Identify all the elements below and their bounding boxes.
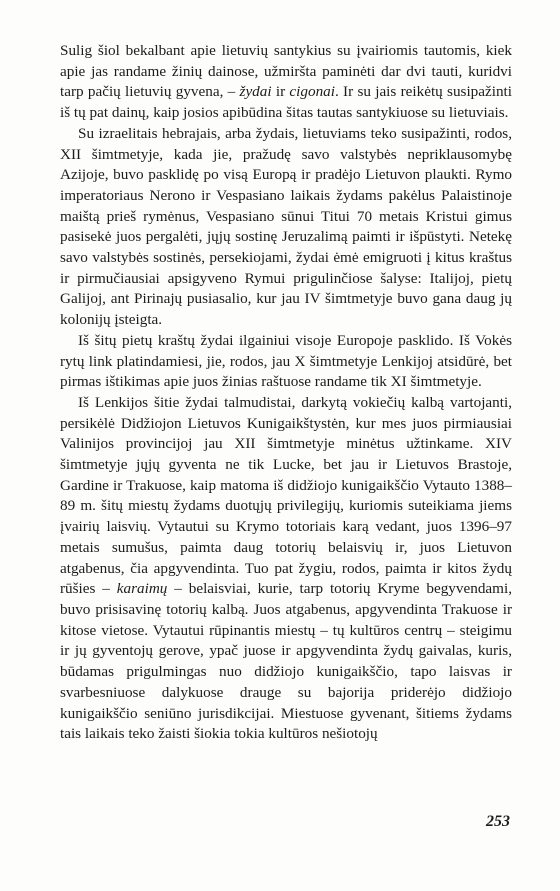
- paragraph-text: Su izraelitais hebrajais, arba žydais, lietuviams teko susipažinti, rodos, XII šimtmetyje, kada jie, pražudę savo valstybės nepriklausomybę Azijoje, buvo pasklidę po visą Europą ir pradėjo Lietuvon plaukti. Rymo imperatoriaus Nerono ir Vespasiano laikais žydams pakėlus Palaistinoje maištą prieš rymėnus, Vespasiano sūnui Titui 70 metais Kristui gimus pasisekė juos pergalėti, jųjų sostinę Jeruzalimą paimti ir išpūstyti. Netekę savo valstybės sostinės, persekiojami, žydai ėmė emigruoti į kitus kraštus ir pirmučiausiai apsigyveno Rymui prigulinčiose šalyse: Italijoj, pietų Galijoj, ant Pirinajų pusiasalio, kur jau IV šimtmetyje buvo gana daug jų kolonijų įsteigta.: [60, 124, 512, 329]
- page-number: 253: [486, 813, 510, 830]
- paragraph-text: Sulig šiol bekalbant apie lietuvių santykius su įvairiomis tautomis, kiek apie jas randame žinių dainose, užmiršta paminėti dar dvi tauti, kuridvi tarp pačių lietuvių gyvena, –: [60, 42, 512, 101]
- body-text: [60, 41, 512, 745]
- paragraph-text: Iš Lenkijos šitie žydai talmudistai, darkytą vokiečių kalbą vartojanti, persikėlė Didžiojon Lietuvos Kunigaikštystėn, kur mes juos pirmiausiai Valinijos provincijoj jau XII šimtmetyje minėtus užtinkame. XIV šimtmetyje jųjų gyventa ne tik Lucke, bet jau ir Lietuvos Brastoje, Gardine ir Trakuose, kaip matoma iš didžiojo kunigaikščio Vytauto 1388–89 m. šitų miestų žydams duotųjų privilegijų, kuriomis suteikiama jiems įvairių laisvių. Vytautui su Krymo totoriais karą vedant, juos 1396–97 metais sumušus, paimta daug totorių belaisvių ir, juos Lietuvon atgabenus, čia apgyvendinta. Tuo pat žygiu, rodos, paimta ir kitos žydų rūšies –: [60, 393, 512, 598]
- paragraph-text: . Ir su jais reikėtų susipažinti iš tų pat dainų, kaip josios apibūdina šitas tautas santykiuose su lietuviais.: [60, 83, 512, 122]
- italic-term: cigonai: [289, 83, 335, 101]
- paragraph-text: – belaisviai, kurie, tarp totorių Kryme begyvendami, buvo prisisavinę totorių kalbą. Juos atgabenus, apgyvendinta Trakuose ir kitose vietose. Vytautui rūpinantis miestų – tų kultūros centrų – steigimu ir jų gyventojų gerove, ypač juose ir apgyvendinta žydų gaivalas, kuris, būdamas prigulmingas nuo didžiojo kunigaikščio, tapo laisvas ir svarbesniuose dalykuose drauge su bajorija priderėjo didžiojo kunigaikščio seniūno jurisdikcijai. Miestuose gyvenant, šitiems žydams tais laikais teko žaisti šiokia tokia kultūros nešiotojų: [60, 580, 512, 743]
- paragraph-text: Iš šitų pietų kraštų žydai ilgainiui visoje Europoje pasklido. Iš Vokės rytų link platindamiesi, jie, rodos, jau X šimtmetyje Lenkijoj atsidūrė, bet pirmas ištikimas apie juos žinias raštuose randame tik XI šimtmetyje.: [60, 331, 512, 391]
- italic-term: karaimų: [116, 580, 168, 598]
- paragraph-4: [60, 393, 512, 745]
- italic-term: žydai: [239, 83, 272, 101]
- paragraph-2: [60, 124, 512, 331]
- paragraph-text: ir: [271, 83, 290, 101]
- paragraph-1: [60, 41, 512, 124]
- paragraph-3: [60, 331, 512, 393]
